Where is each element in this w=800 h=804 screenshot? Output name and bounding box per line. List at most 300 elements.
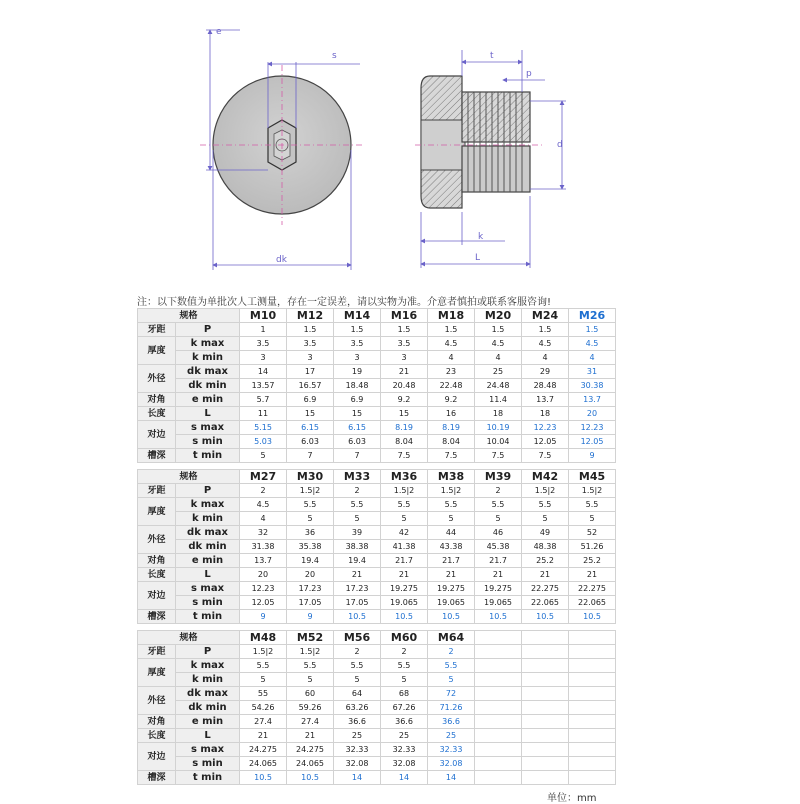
value-cell: 60 [287,687,334,701]
value-cell: 20 [569,407,616,421]
value-cell: 7.5 [381,449,428,463]
table-row [138,673,616,687]
value-cell: 25 [428,729,475,743]
value-cell: 18 [522,407,569,421]
value-cell: 3 [287,351,334,365]
value-cell: 8.19 [381,421,428,435]
value-cell: 44 [428,526,475,540]
empty-cell [475,673,522,687]
empty-cell [475,743,522,757]
empty-cell [522,743,569,757]
param-label-cell: dk max [176,687,240,701]
value-cell: 3 [240,351,287,365]
value-cell: 19.065 [428,596,475,610]
group-label-cell: 对边 [138,582,176,610]
table-row [138,379,616,393]
param-label-cell: t min [176,771,240,785]
value-cell: 1.5|2 [428,484,475,498]
value-cell: 21 [334,568,381,582]
value-cell: 1.5|2 [287,645,334,659]
size-header-cell: M26 [569,309,616,323]
table-row [138,701,616,715]
value-cell: 2 [428,645,475,659]
value-cell: 27.4 [287,715,334,729]
value-cell: 16.57 [287,379,334,393]
value-cell: 67.26 [381,701,428,715]
value-cell: 4 [569,351,616,365]
value-cell: 22.275 [569,582,616,596]
value-cell: 5 [475,512,522,526]
group-label-cell: 对角 [138,554,176,568]
size-header-cell: M27 [240,470,287,484]
value-cell: 5.5 [287,659,334,673]
value-cell: 4 [428,351,475,365]
value-cell: 10.5 [287,771,334,785]
size-header-cell: M60 [381,631,428,645]
value-cell: 19.065 [475,596,522,610]
thread-section-upper [462,92,530,142]
param-label-cell: e min [176,715,240,729]
value-cell: 55 [240,687,287,701]
empty-cell [569,701,616,715]
value-cell: 9.2 [381,393,428,407]
value-cell: 2 [475,484,522,498]
empty-cell [522,771,569,785]
value-cell: 20 [240,568,287,582]
table-row [138,512,616,526]
value-cell: 9 [287,610,334,624]
group-label-cell: 厚度 [138,498,176,526]
label-p: p [526,69,532,79]
value-cell: 5 [428,512,475,526]
value-cell: 20.48 [381,379,428,393]
value-cell: 2 [381,645,428,659]
group-label-cell: 对边 [138,743,176,771]
value-cell: 32.33 [428,743,475,757]
value-cell: 41.38 [381,540,428,554]
empty-cell [522,757,569,771]
value-cell: 5 [240,673,287,687]
value-cell: 24.275 [287,743,334,757]
value-cell: 21.7 [428,554,475,568]
table-row [138,645,616,659]
table-row [138,659,616,673]
value-cell: 11.4 [475,393,522,407]
value-cell: 5 [334,512,381,526]
value-cell: 6.03 [334,435,381,449]
param-label-cell: dk min [176,701,240,715]
label-k: k [478,232,484,242]
value-cell: 1.5 [428,323,475,337]
value-cell: 31 [569,365,616,379]
value-cell: 32.33 [381,743,428,757]
value-cell: 2 [240,484,287,498]
value-cell: 9 [569,449,616,463]
value-cell: 1.5|2 [381,484,428,498]
value-cell: 2 [334,645,381,659]
empty-cell [522,687,569,701]
value-cell: 19.4 [334,554,381,568]
value-cell: 25.2 [569,554,616,568]
value-cell: 5.5 [381,659,428,673]
value-cell: 38.38 [334,540,381,554]
value-cell: 4 [522,351,569,365]
value-cell: 4.5 [240,498,287,512]
empty-cell [522,631,569,645]
value-cell: 12.23 [240,582,287,596]
table-row [138,687,616,701]
value-cell: 7 [334,449,381,463]
value-cell: 32 [240,526,287,540]
param-label-cell: P [176,484,240,498]
value-cell: 19.275 [428,582,475,596]
value-cell: 5 [569,512,616,526]
spec-table-body [138,470,616,624]
empty-cell [475,701,522,715]
value-cell: 32.08 [428,757,475,771]
group-label-cell: 外径 [138,687,176,715]
table-row [138,526,616,540]
value-cell: 17.23 [287,582,334,596]
size-header-cell: M14 [334,309,381,323]
empty-cell [569,631,616,645]
value-cell: 15 [287,407,334,421]
value-cell: 4.5 [569,337,616,351]
value-cell: 25 [381,729,428,743]
value-cell: 10.5 [428,610,475,624]
value-cell: 13.7 [569,393,616,407]
value-cell: 12.05 [569,435,616,449]
value-cell: 25 [334,729,381,743]
param-label-cell: s max [176,421,240,435]
value-cell: 10.5 [381,610,428,624]
table-row [138,554,616,568]
param-label-cell: s max [176,743,240,757]
value-cell: 4 [240,512,287,526]
param-label-cell: k max [176,337,240,351]
group-label-cell: 对角 [138,715,176,729]
value-cell: 1.5 [569,323,616,337]
spec-table-3 [137,630,616,785]
group-label-cell: 槽深 [138,771,176,785]
size-header-cell: M30 [287,470,334,484]
disclaimer-note: 注：以下数值为单批次人工测量，存在一定误差，请以实物为准。介意者慎拍或联系客服咨询! [137,297,552,308]
size-header-cell: M52 [287,631,334,645]
value-cell: 1.5|2 [287,484,334,498]
value-cell: 5.5 [475,498,522,512]
value-cell: 21.7 [475,554,522,568]
table-row [138,323,616,337]
value-cell: 48.38 [522,540,569,554]
value-cell: 71.26 [428,701,475,715]
value-cell: 59.26 [287,701,334,715]
size-header-cell: M10 [240,309,287,323]
table-row [138,498,616,512]
param-label-cell: e min [176,393,240,407]
value-cell: 52 [569,526,616,540]
value-cell: 1.5 [287,323,334,337]
param-label-cell: P [176,323,240,337]
value-cell: 25.2 [522,554,569,568]
value-cell: 43.38 [428,540,475,554]
front-view [200,27,364,270]
table-row [138,407,616,421]
value-cell: 5.03 [240,435,287,449]
value-cell: 11 [240,407,287,421]
technical-drawing [0,0,800,285]
param-label-cell: k max [176,498,240,512]
value-cell: 13.7 [240,554,287,568]
value-cell: 1.5 [381,323,428,337]
value-cell: 8.04 [381,435,428,449]
empty-cell [569,715,616,729]
value-cell: 15 [334,407,381,421]
empty-cell [522,659,569,673]
size-header-cell: M64 [428,631,475,645]
group-label-cell: 长度 [138,568,176,582]
size-header-cell: M56 [334,631,381,645]
value-cell: 21 [428,568,475,582]
value-cell: 17.23 [334,582,381,596]
unit-label: 单位：mm [547,793,597,804]
thread-section-lower [462,146,530,192]
value-cell: 21 [381,568,428,582]
table-row [138,365,616,379]
value-cell: 1 [240,323,287,337]
value-cell: 21 [475,568,522,582]
value-cell: 1.5|2 [240,645,287,659]
empty-cell [475,715,522,729]
label-d: d [557,140,563,150]
empty-cell [569,687,616,701]
value-cell: 24.065 [287,757,334,771]
value-cell: 51.26 [569,540,616,554]
empty-cell [569,659,616,673]
value-cell: 5.5 [522,498,569,512]
value-cell: 5 [287,512,334,526]
value-cell: 12.05 [522,435,569,449]
table-row [138,757,616,771]
value-cell: 7.5 [428,449,475,463]
value-cell: 32.08 [334,757,381,771]
table-row [138,484,616,498]
label-dk: dk [276,255,287,265]
value-cell: 12.23 [522,421,569,435]
value-cell: 21 [569,568,616,582]
group-label-cell: 槽深 [138,610,176,624]
param-label-cell: s min [176,757,240,771]
param-label-cell: L [176,407,240,421]
value-cell: 72 [428,687,475,701]
empty-cell [522,701,569,715]
value-cell: 6.9 [287,393,334,407]
value-cell: 5.7 [240,393,287,407]
label-s: s [332,51,337,61]
value-cell: 19 [334,365,381,379]
value-cell: 1.5|2 [522,484,569,498]
value-cell: 5 [287,673,334,687]
value-cell: 54.26 [240,701,287,715]
value-cell: 6.15 [334,421,381,435]
value-cell: 28.48 [522,379,569,393]
table-row [138,351,616,365]
empty-cell [475,729,522,743]
group-label-cell: 长度 [138,729,176,743]
value-cell: 7.5 [522,449,569,463]
spec-header-cell: 规格 [138,309,240,323]
value-cell: 22.065 [522,596,569,610]
value-cell: 22.48 [428,379,475,393]
value-cell: 5.5 [381,498,428,512]
param-label-cell: s min [176,596,240,610]
value-cell: 3.5 [381,337,428,351]
value-cell: 12.23 [569,421,616,435]
param-label-cell: L [176,729,240,743]
label-e: e [216,27,222,37]
empty-cell [522,715,569,729]
spec-table-body [138,631,616,785]
size-header-cell: M39 [475,470,522,484]
value-cell: 3.5 [287,337,334,351]
value-cell: 17.05 [334,596,381,610]
size-header-cell: M18 [428,309,475,323]
value-cell: 5 [381,673,428,687]
value-cell: 3.5 [334,337,381,351]
value-cell: 7.5 [475,449,522,463]
value-cell: 5.5 [334,498,381,512]
size-header-cell: M42 [522,470,569,484]
value-cell: 5.5 [428,659,475,673]
param-label-cell: t min [176,449,240,463]
param-label-cell: k min [176,512,240,526]
empty-cell [475,645,522,659]
value-cell: 16 [428,407,475,421]
size-header-cell: M12 [287,309,334,323]
table-header-row [138,631,616,645]
value-cell: 24.065 [240,757,287,771]
table-row [138,771,616,785]
value-cell: 22.065 [569,596,616,610]
value-cell: 8.04 [428,435,475,449]
value-cell: 5.5 [334,659,381,673]
value-cell: 42 [381,526,428,540]
value-cell: 10.19 [475,421,522,435]
value-cell: 27.4 [240,715,287,729]
empty-cell [475,771,522,785]
value-cell: 22.275 [522,582,569,596]
value-cell: 9 [240,610,287,624]
table-row [138,393,616,407]
group-label-cell: 对角 [138,393,176,407]
size-header-cell: M20 [475,309,522,323]
value-cell: 21 [287,729,334,743]
value-cell: 36.6 [428,715,475,729]
size-header-cell: M16 [381,309,428,323]
param-label-cell: dk min [176,379,240,393]
empty-cell [522,645,569,659]
param-label-cell: k min [176,351,240,365]
value-cell: 63.26 [334,701,381,715]
value-cell: 15 [381,407,428,421]
label-t: t [490,51,494,61]
spec-table-body [138,309,616,463]
size-header-cell: M24 [522,309,569,323]
value-cell: 45.38 [475,540,522,554]
value-cell: 25 [475,365,522,379]
empty-cell [569,743,616,757]
empty-cell [475,631,522,645]
value-cell: 1.5 [475,323,522,337]
value-cell: 5 [428,673,475,687]
value-cell: 24.48 [475,379,522,393]
param-label-cell: s max [176,582,240,596]
value-cell: 10.5 [569,610,616,624]
value-cell: 32.08 [381,757,428,771]
value-cell: 20 [287,568,334,582]
value-cell: 7 [287,449,334,463]
value-cell: 39 [334,526,381,540]
size-header-cell: M48 [240,631,287,645]
table-row [138,540,616,554]
value-cell: 5.5 [240,659,287,673]
spec-table-1 [137,308,616,463]
group-label-cell: 槽深 [138,449,176,463]
value-cell: 5.5 [569,498,616,512]
param-label-cell: L [176,568,240,582]
value-cell: 35.38 [287,540,334,554]
value-cell: 19.275 [475,582,522,596]
value-cell: 29 [522,365,569,379]
param-label-cell: P [176,645,240,659]
param-label-cell: k max [176,659,240,673]
value-cell: 19.4 [287,554,334,568]
table-header-row [138,470,616,484]
value-cell: 36 [287,526,334,540]
table-row [138,596,616,610]
value-cell: 5 [381,512,428,526]
value-cell: 14 [240,365,287,379]
value-cell: 5 [522,512,569,526]
value-cell: 3 [334,351,381,365]
group-label-cell: 外径 [138,526,176,554]
value-cell: 13.7 [522,393,569,407]
value-cell: 24.275 [240,743,287,757]
table-header-row [138,309,616,323]
value-cell: 8.19 [428,421,475,435]
value-cell: 19.065 [381,596,428,610]
empty-cell [569,729,616,743]
empty-cell [475,687,522,701]
table-row [138,435,616,449]
value-cell: 12.05 [240,596,287,610]
group-label-cell: 长度 [138,407,176,421]
value-cell: 6.15 [287,421,334,435]
value-cell: 1.5|2 [569,484,616,498]
empty-cell [475,757,522,771]
value-cell: 9.2 [428,393,475,407]
value-cell: 13.57 [240,379,287,393]
group-label-cell: 牙距 [138,323,176,337]
value-cell: 4.5 [475,337,522,351]
empty-cell [569,645,616,659]
value-cell: 5.5 [287,498,334,512]
value-cell: 14 [428,771,475,785]
spec-table-2 [137,469,616,624]
table-row [138,729,616,743]
value-cell: 4.5 [522,337,569,351]
value-cell: 46 [475,526,522,540]
value-cell: 10.5 [475,610,522,624]
